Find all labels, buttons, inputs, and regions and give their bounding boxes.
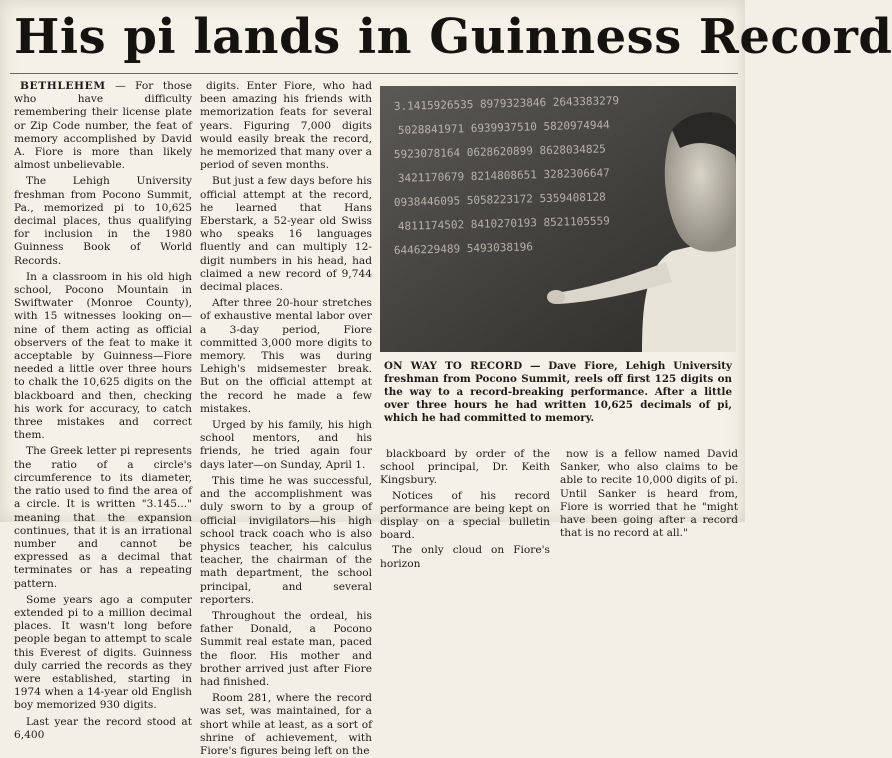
chalk-digit-line: 3421170679 8214808651 3282306647 — [397, 166, 610, 185]
article-column-3 — [380, 448, 550, 570]
article-paragraph: But just a few days before his official attempt at the record, he learned that Hans Eberstark, a 52-year old Swiss who speaks 16 languages fluently and can multiply 12-digit numbers in his head, had claimed a new record of 9,744 decimal places. — [200, 175, 372, 294]
article-paragraph: The Lehigh University freshman from Pocono Summit, Pa., memorized pi to 10,625 decimal places, thus qualifying for inclusion in the 1980 Guinness Book of World Records. — [14, 175, 192, 267]
article-column-4 — [560, 448, 738, 540]
article-paragraph: This time he was successful, and the accomplishment was duly sworn to by a group of official invigilators—his high school track coach who is also physics teacher, his calculus teacher, the chairman of the math department, the school principal, and several reporters. — [200, 474, 372, 606]
photo-blackboard — [380, 86, 736, 352]
article-paragraph: Some years ago a computer extended pi to a million decimal places. It wasn't long before people began to attempt to scale this Everest of digits. Guinness duly carried the records as they were established, starting in 1974 when a 14-year old English boy memorized 930 digits. — [14, 593, 192, 712]
hand — [547, 290, 565, 304]
article-paragraph: The only cloud on Fiore's horizon — [380, 544, 550, 570]
chalk-digit-line: 5028841971 6939937510 5820974944 — [397, 118, 610, 137]
article-paragraph: now is a fellow named David Sanker, who also claims to be able to recite 10,000 digits of pi. Until Sanker is heard from, Fiore is worried that he "might have been going after a record that is no record at all." — [560, 448, 738, 540]
article-paragraph: Urged by his family, his high school mentors, and his friends, he tried again four days later—on Sunday, April 1. — [200, 419, 372, 471]
article-paragraph: digits. Enter Fiore, who had been amazing his friends with memorization feats for several years. Figuring 7,000 digits would easily break the record, he memorized that many over a period of seven months. — [200, 80, 372, 172]
article-column-2 — [200, 80, 372, 757]
caption-lead: ON WAY TO RECORD — [384, 360, 523, 372]
article-paragraph: Notices of his record performance are being kept on display on a special bulletin board. — [380, 489, 550, 542]
photo-caption — [384, 360, 732, 438]
article-paragraph: The Greek letter pi represents the ratio of a circle's circumference to its diameter, the ratio used to find the area of a circle. It is written "3.145..." meaning that the expansion continues, that it is an irrational number and cannot be expressed as a decimal that terminates or has a repeating pattern. — [14, 445, 192, 590]
article-paragraph: Throughout the ordeal, his father Donald, a Pocono Summit real estate man, paced the floor. His mother and brother arrived just after Fiore had finished. — [200, 609, 372, 688]
headline-rule — [10, 73, 738, 74]
caption-text: — Dave Fiore, Lehigh University freshman from Pocono Summit, reels off first 125 digits on the way to a record-breaking performance. After a little over three hours he had written 10,625 decimals of pi, which he had committed to memory. — [384, 360, 732, 425]
chalk-digit-line: 0938446095 5058223172 5359408128 — [393, 190, 606, 209]
article-paragraph: Last year the record stood at 6,400 — [14, 715, 192, 741]
article-paragraph — [14, 80, 192, 172]
chalk-digit-line: 6446229489 5493038196 — [393, 240, 534, 257]
article-paragraph: Room 281, where the record was set, was maintained, for a short while at least, as a sort of shrine of achievement, with Fiore's figures being left on the — [200, 692, 372, 757]
headline: His pi lands in Guinness Record — [14, 9, 892, 65]
article-paragraph: blackboard by order of the school principal, Dr. Keith Kingsbury. — [380, 448, 550, 487]
article-column-1 — [14, 80, 192, 741]
chalk-digit-line: 5923078164 0628620899 8628034825 — [393, 142, 606, 161]
chalk-digit-line: 4811174502 8410270193 8521105559 — [397, 214, 610, 233]
blackboard-photo-svg — [380, 86, 736, 352]
article-paragraph: In a classroom in his old high school, Pocono Mountain in Swiftwater (Monroe County), with 15 witnesses looking on—nine of them acting as official observers of the feat to make it acceptable by Guinness—Fiore needed a little over three hours to chalk the 10,625 digits on the blackboard and then, checking his work for accuracy, to catch three mistakes and correct them. — [14, 270, 192, 442]
article-paragraph: After three 20-hour stretches of exhaustive mental labor over a 3-day period, Fiore committed 3,000 more digits to memory. This was during Lehigh's midsemester break. But on the official attempt at the record he made a few mistakes. — [200, 297, 372, 415]
chalk-digit-line: 3.1415926535 8979323846 2643383279 — [393, 94, 620, 113]
dateline: BETHLEHEM — [20, 80, 106, 92]
paragraph-text: — For those who have difficulty remembering their license plate or Zip Code number, the feat of memory accomplished by David A. Fiore is more than likely almost unbelievable. — [14, 80, 192, 172]
